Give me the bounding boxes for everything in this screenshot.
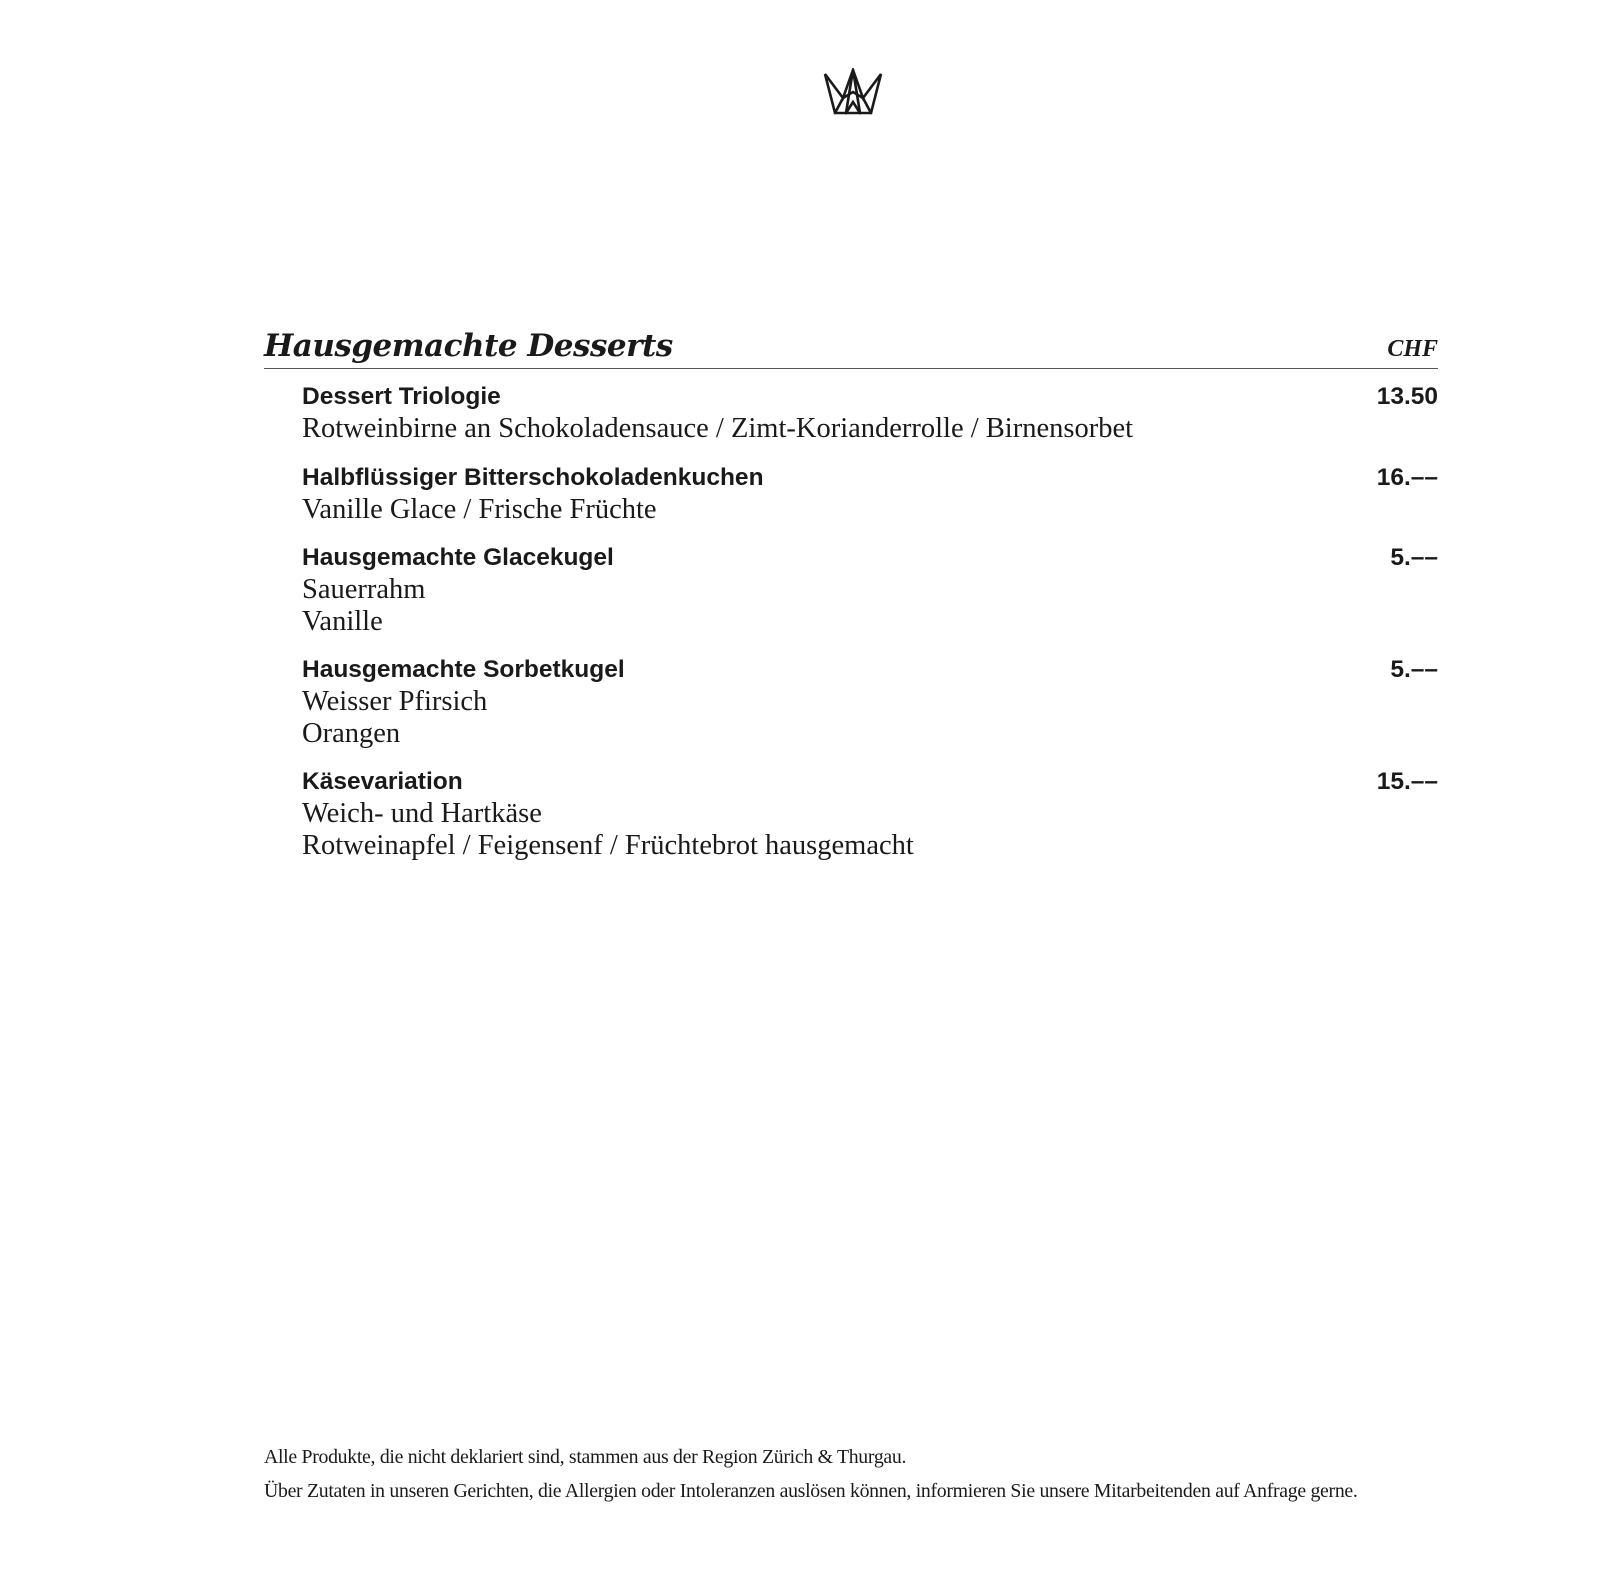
item-description: Orangen [302, 717, 401, 749]
menu-item [302, 462, 1438, 526]
currency-label: CHF [1387, 336, 1438, 362]
footer-allergy-note: Über Zutaten in unseren Gerichten, die Allergien oder Intoleranzen auslösen können, informieren Sie unsere Mitarbeitenden auf Anfrage gerne. [264, 1480, 1358, 1502]
item-price: 13.50 [1376, 383, 1438, 410]
footer-origin-note: Alle Produkte, die nicht deklariert sind, stammen aus der Region Zürich & Thurgau. [264, 1446, 907, 1468]
section-title: Hausgemachte Desserts [264, 328, 673, 364]
item-name: Halbflüssiger Bitterschokoladenkuchen [302, 463, 764, 491]
item-description: Weich- und Hartkäse [302, 798, 542, 829]
item-description: Vanille [302, 605, 383, 637]
menu-items [264, 381, 1438, 861]
menu-item [302, 766, 1438, 861]
item-price: 5.–– [1390, 544, 1438, 571]
item-name: Dessert Triologie [302, 383, 501, 410]
menu-item [302, 381, 1438, 445]
item-description: Rotweinapfel / Feigensenf / Früchtebrot hausgemacht [302, 829, 914, 861]
dessert-menu [264, 326, 1438, 861]
item-description: Vanille Glace / Frische Früchte [302, 493, 657, 525]
menu-item [302, 654, 1438, 749]
item-name: Käsevariation [302, 768, 463, 795]
item-name: Hausgemachte Glacekugel [302, 544, 614, 571]
menu-item [302, 542, 1438, 637]
item-description: Rotweinbirne an Schokoladensauce / Zimt-Korianderrolle / Birnensorbet [302, 413, 1134, 444]
item-name: Hausgemachte Sorbetkugel [302, 656, 625, 683]
item-price: 5.–– [1390, 656, 1438, 683]
crown-icon [822, 68, 884, 116]
item-description: Sauerrahm [302, 574, 426, 605]
item-price: 16.–– [1376, 463, 1438, 491]
item-price: 15.–– [1376, 768, 1438, 795]
item-description: Weisser Pfirsich [302, 686, 488, 717]
footer-notes [264, 1440, 1604, 1508]
section-header [264, 326, 1438, 369]
